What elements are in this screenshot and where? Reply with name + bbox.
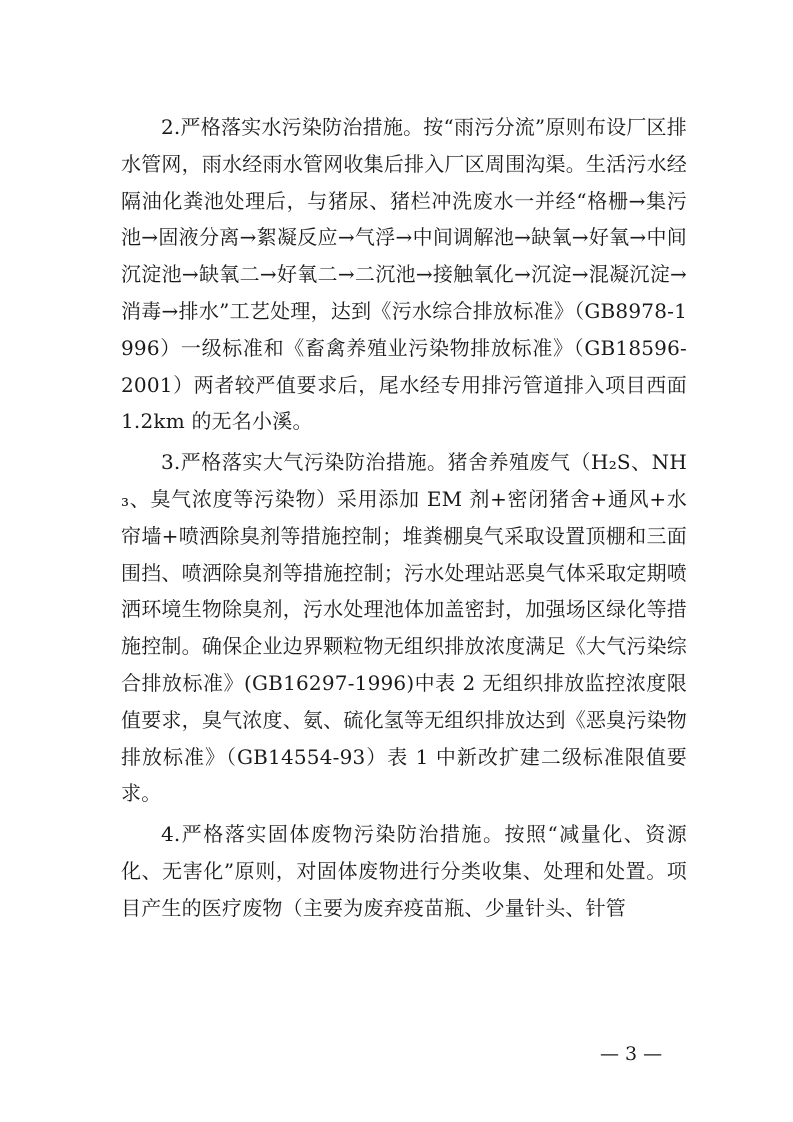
page-number: — 3 — <box>600 1043 663 1065</box>
document-body <box>121 109 687 927</box>
paragraph-solid-waste: 4.严格落实固体废物污染防治措施。按照“减量化、资源化、无害化”原则，对固体废物进行分类收集、处理和处置。项目产生的医疗废物（主要为废弃疫苗瓶、少量针头、针管 <box>121 822 687 920</box>
paragraph-air-pollution: 3.严格落实大气污染防治措施。猪舍养殖废气（H₂S、NH₃、臭气浓度等污染物）采用添加 EM 剂+密闭猪舍+通风+水帘墙+喷洒除臭剂等措施控制；堆粪棚臭气采取设置顶棚和三面围挡、喷洒除臭剂等措施控制；污水处理站恶臭气体采取定期喷洒环境生物除臭剂，污水处理池体加盖密封，加强场区绿化等措施控制。确保企业边界颗粒物无组织排放浓度满足《大气污染综合排放标准》(GB16297-1996)中表 2 无组织排放监控浓度限值要求，臭气浓度、氨、硫化氢等无组织排放达到《恶臭污染物排放标准》（GB14554-93）表 1 中新改扩建二级标准限值要求。 <box>121 450 687 806</box>
paragraph-water-pollution: 2.严格落实水污染防治措施。按“雨污分流”原则布设厂区排水管网，雨水经雨水管网收集后排入厂区周围沟渠。生活污水经隔油化粪池处理后，与猪尿、猪栏冲洗废水一并经“格栅→集污池→固液分离→絮凝反应→气浮→中间调解池→缺氧→好氧→中间沉淀池→缺氧二→好氧二→二沉池→接触氧化→沉淀→混凝沉淀→消毒→排水”工艺处理，达到《污水综合排放标准》（GB8978-1996）一级标准和《畜禽养殖业污染物排放标准》（GB18596-2001）两者较严值要求后，尾水经专用排污管道排入项目西面 1.2km 的无名小溪。 <box>121 115 687 434</box>
